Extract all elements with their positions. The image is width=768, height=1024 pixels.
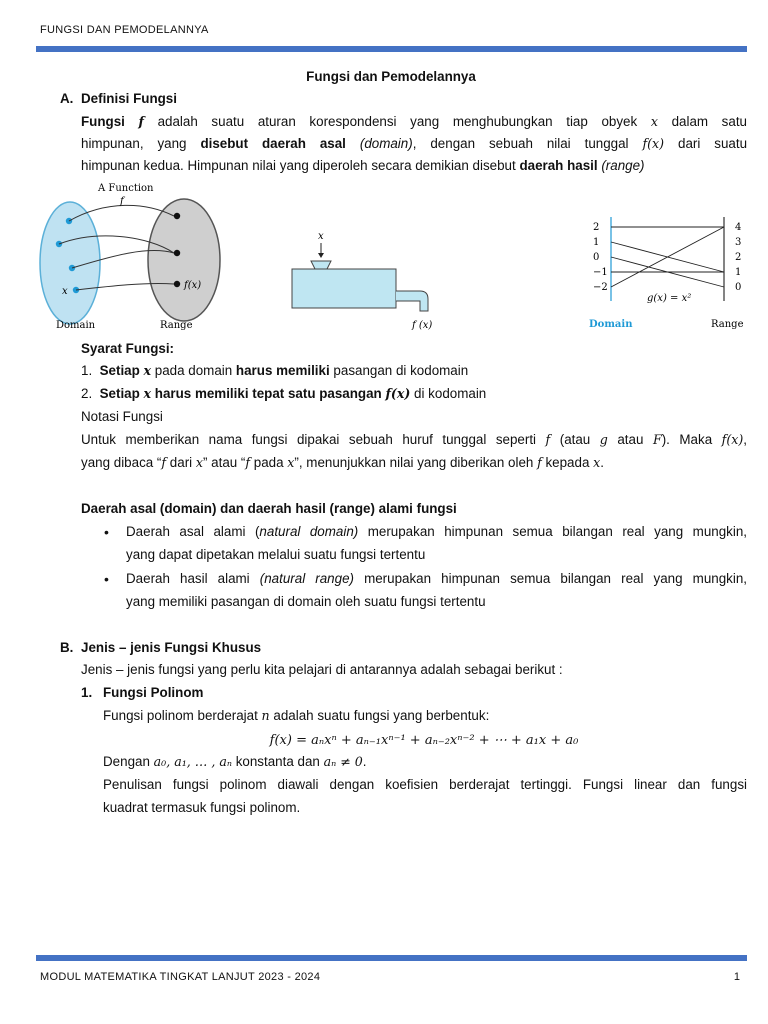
text: himpunan, yang xyxy=(81,136,201,151)
range-point xyxy=(174,281,180,287)
text: yang dibaca “ xyxy=(81,455,162,470)
math-f: f xyxy=(545,432,551,447)
domain-tick-label: −1 xyxy=(593,267,608,278)
figure-formula-label: g(x) = x² xyxy=(647,293,692,304)
domain-tick-label: −2 xyxy=(593,282,608,293)
section-a-heading: Definisi Fungsi xyxy=(81,91,177,106)
section-b-number: B. xyxy=(60,640,74,655)
text: merupakan himpunan semua bilangan real yang mungkin, xyxy=(358,524,747,539)
text: , xyxy=(743,432,747,447)
bullet-icon: • xyxy=(104,524,109,540)
math-fx: f(x) xyxy=(642,136,665,151)
text: Setiap xyxy=(99,386,144,401)
notasi-heading: Notasi Fungsi xyxy=(81,409,163,424)
machine-funnel xyxy=(311,261,331,269)
text: pada xyxy=(250,455,288,470)
text: kepada xyxy=(541,455,594,470)
text: Untuk memberikan nama fungsi dipakai sebuah huruf tunggal seperti xyxy=(81,432,546,447)
machine-output-label: f (x) xyxy=(412,320,433,331)
range-tick-label: 1 xyxy=(735,267,742,278)
list-number: 1. xyxy=(81,363,93,378)
syarat-item-2 xyxy=(81,383,486,405)
term-domain: (domain) xyxy=(345,136,413,151)
syarat-item-1 xyxy=(81,360,468,382)
figure-x-label: x xyxy=(62,286,68,297)
text: harus memiliki tepat satu pasangan xyxy=(151,386,386,401)
math-x: x xyxy=(195,455,203,470)
term-daerah-asal: disebut daerah asal xyxy=(200,136,346,151)
range-tick-label: 4 xyxy=(735,222,742,233)
text: merupakan himpunan semua bilangan real yang mungkin, xyxy=(353,571,748,586)
text: Daerah asal alami ( xyxy=(126,524,260,539)
math-condition: aₙ ≠ 0 xyxy=(323,754,363,769)
machine-input-label: x xyxy=(318,231,324,242)
text: pada domain xyxy=(151,363,236,378)
text: dari xyxy=(166,455,196,470)
bullet-icon: • xyxy=(104,571,109,587)
figure-range-label: Range xyxy=(160,320,193,331)
text: (atau xyxy=(550,432,600,447)
math-x: x xyxy=(143,363,152,378)
text: Daerah hasil alami xyxy=(126,571,260,586)
function-machine-figure xyxy=(288,225,438,335)
figure-title: A Function xyxy=(98,183,154,194)
alami-bullet-2-line-1 xyxy=(126,568,747,590)
term-range: (range) xyxy=(597,158,645,173)
text: himpunan kedua. Himpunan nilai yang diperoleh secara demikian disebut xyxy=(81,158,520,173)
range-tick-label: 3 xyxy=(735,237,742,248)
range-tick-label: 0 xyxy=(735,282,742,293)
square-function-figure xyxy=(585,215,750,335)
math-x: x xyxy=(650,114,658,129)
math-f: f xyxy=(245,455,251,470)
alami-bullet-2-line-2: yang memiliki pasangan di domain oleh suatu fungsi tertentu xyxy=(126,594,486,609)
text: adalah suatu fungsi yang berbentuk: xyxy=(269,708,490,723)
list-number: 2. xyxy=(81,386,93,401)
text: dalam satu xyxy=(657,114,747,129)
math-F: F xyxy=(652,432,662,447)
range-point xyxy=(174,250,180,256)
notasi-line-2 xyxy=(81,452,604,474)
domain-tick-label: 2 xyxy=(593,222,600,233)
polynomial-formula xyxy=(0,729,768,752)
math-fx: f(x) xyxy=(721,432,744,447)
text: adalah suatu aturan korespondensi yang menghubungkan tiap obyek xyxy=(143,114,651,129)
definition-line-3 xyxy=(81,155,645,177)
range-ellipse xyxy=(148,199,220,321)
page-number: 1 xyxy=(733,971,740,983)
section-b-heading: Jenis – jenis Fungsi Khusus xyxy=(81,640,262,655)
text: harus memiliki xyxy=(235,363,330,378)
polynomial-note-line-1: Penulisan fungsi polinom diawali dengan koefisien berderajat tertinggi. Fungsi linear dan fungsi xyxy=(103,777,747,792)
figure-domain-label: Domain xyxy=(589,319,633,330)
definition-line-2 xyxy=(81,133,747,155)
mapping-line xyxy=(611,227,724,287)
math-n: n xyxy=(261,708,270,723)
mapping-lines xyxy=(611,227,724,287)
header-rule xyxy=(36,46,747,52)
function-mapping-figure xyxy=(36,180,236,335)
domain-tick-label: 1 xyxy=(593,237,600,248)
text: Setiap xyxy=(99,363,144,378)
text: di kodomain xyxy=(410,386,487,401)
polynomial-definition xyxy=(103,705,489,727)
text: natural domain) xyxy=(259,524,359,539)
page-header: FUNGSI DAN PEMODELANNYA xyxy=(40,24,209,36)
machine-output-pipe xyxy=(396,291,428,311)
text: pasangan di kodomain xyxy=(329,363,469,378)
syarat-heading: Syarat Fungsi: xyxy=(81,341,175,356)
figure-domain-label: Domain xyxy=(56,320,96,331)
math-constants: a₀, a₁, … , aₙ xyxy=(153,754,232,769)
domain-tick-label: 0 xyxy=(593,252,600,263)
range-tick-label: 2 xyxy=(735,252,742,263)
math-f: f xyxy=(161,455,167,470)
math-x: x xyxy=(287,455,295,470)
text: (natural range) xyxy=(259,571,354,586)
section-b-intro: Jenis – jenis fungsi yang perlu kita pelajari di antarannya adalah sebagai berikut : xyxy=(81,662,563,677)
sub1-title: Fungsi Polinom xyxy=(103,685,204,700)
math-f: f xyxy=(138,114,144,129)
sub1-number: 1. xyxy=(81,685,93,700)
math-f: f xyxy=(537,455,542,470)
footer-rule xyxy=(36,955,747,961)
text: Dengan xyxy=(103,754,154,769)
math-fx: f(x) xyxy=(385,386,411,401)
text: dari suatu xyxy=(664,136,748,151)
alami-heading: Daerah asal (domain) dan daerah hasil (range) alami fungsi xyxy=(81,501,457,516)
section-a-number: A. xyxy=(60,91,74,106)
text: ”, menunjukkan nilai yang diberikan oleh xyxy=(294,455,538,470)
figure-f-label: f xyxy=(120,196,124,207)
text: ). Maka xyxy=(661,432,722,447)
text: ” atau “ xyxy=(202,455,246,470)
term-daerah-hasil: daerah hasil xyxy=(519,158,598,173)
polynomial-note-line-2: kuadrat termasuk fungsi polinom. xyxy=(103,800,301,815)
page-title: Fungsi dan Pemodelannya xyxy=(306,69,476,84)
range-point xyxy=(174,213,180,219)
text: , dengan sebuah nilai tunggal xyxy=(412,136,643,151)
term-fungsi: Fungsi xyxy=(81,114,125,129)
formula-text: f(x) = aₙxⁿ + aₙ₋₁xⁿ⁻¹ + aₙ₋₂xⁿ⁻² + ⋯ + a₁x + a₀ xyxy=(269,733,579,748)
page-footer: MODUL MATEMATIKA TINGKAT LANJUT 2023 - 2024 xyxy=(40,971,321,983)
text: konstanta dan xyxy=(231,754,324,769)
text: atau xyxy=(607,432,653,447)
math-x: x xyxy=(593,455,601,470)
text: . xyxy=(362,754,367,769)
text: . xyxy=(600,455,604,470)
notasi-line-1 xyxy=(81,429,747,451)
math-g: g xyxy=(599,432,608,447)
input-arrow-head xyxy=(318,253,324,258)
figure-fx-label: f(x) xyxy=(184,280,202,291)
text: Fungsi polinom berderajat xyxy=(103,708,262,723)
polynomial-constants xyxy=(103,751,366,773)
machine-body xyxy=(292,269,396,308)
alami-bullet-1-line-2: yang dapat dipetakan melalui suatu fungsi tertentu xyxy=(126,547,426,562)
math-x: x xyxy=(143,386,152,401)
figure-range-label: Range xyxy=(711,319,744,330)
definition-line-1 xyxy=(81,111,747,133)
alami-bullet-1-line-1 xyxy=(126,521,747,543)
